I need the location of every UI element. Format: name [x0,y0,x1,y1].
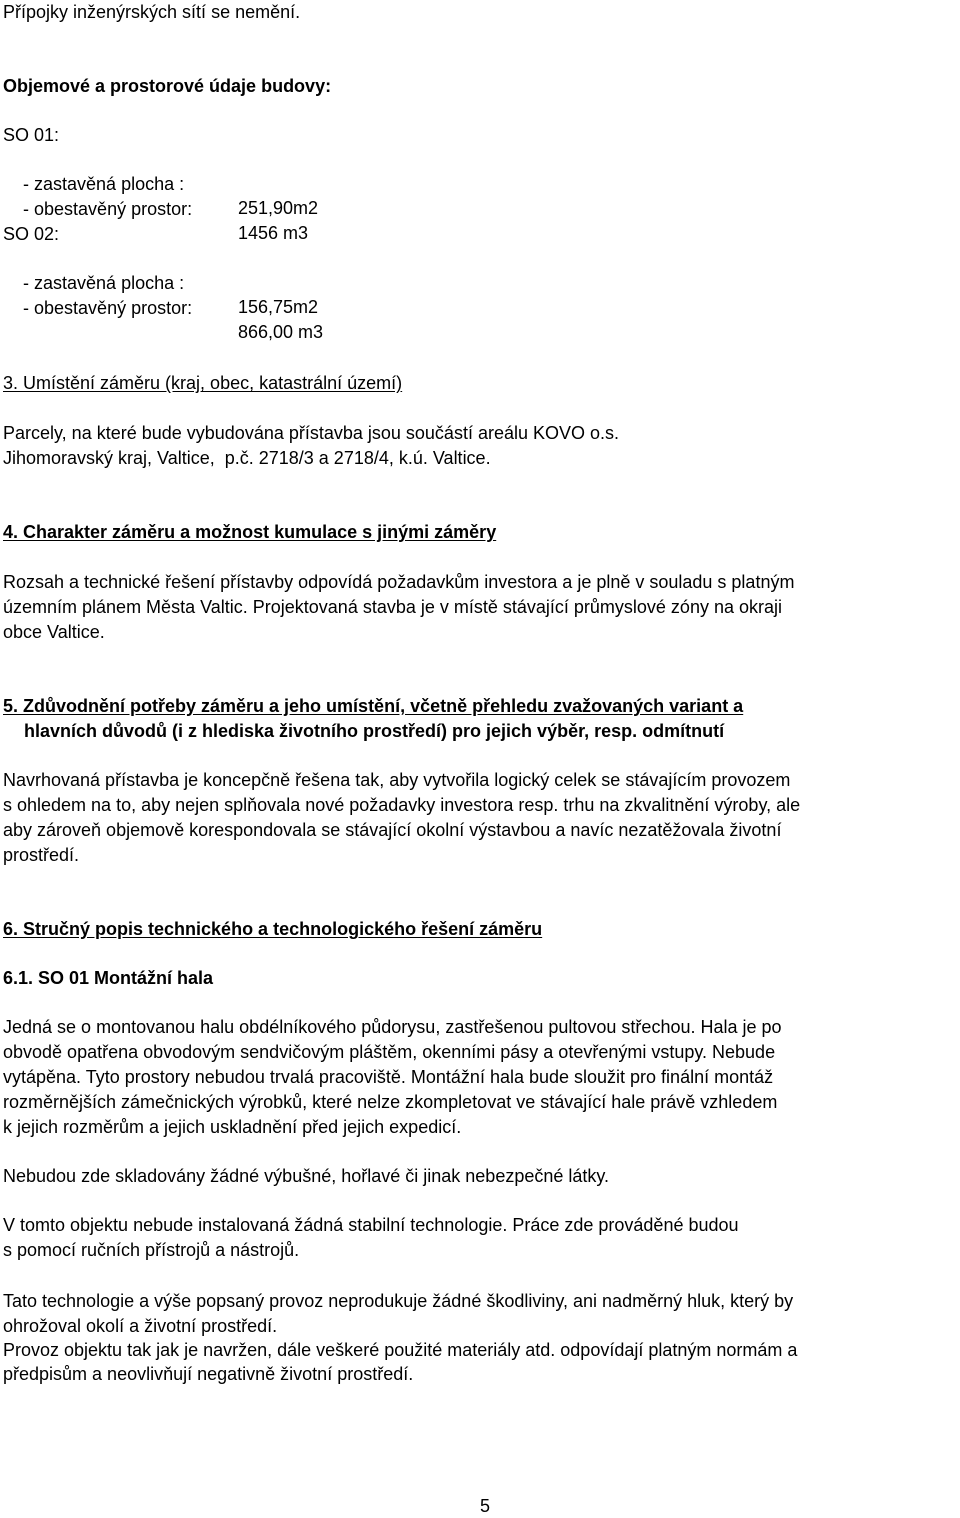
section3-line: Parcely, na které bude vybudována přístavba jsou součástí areálu KOVO o.s. [3,423,620,443]
volumes-heading: Objemové a prostorové údaje budovy: [3,76,332,96]
section6-paragraph-line: předpisům a neovlivňují negativně životní prostředí. [3,1364,414,1384]
section6-paragraph-line: Nebudou zde skladovány žádné výbušné, hořlavé či jinak nebezpečné látky. [3,1166,610,1186]
section5-line: s ohledem na to, aby nejen splňovala nové požadavky investora resp. trhu na zkvalitnění výroby, ale [3,795,801,815]
section6-paragraph-line: Jedná se o montovanou halu obdélníkového půdorysu, zastřešenou pultovou střechou. Hala je po [3,1017,782,1037]
page-number: 5 [480,1496,491,1516]
section5-heading: 5. Zdůvodnění potřeby záměru a jeho umístění, včetně přehledu zvažovaných variant a [3,696,744,716]
row-value: 156,75m2 [238,297,319,317]
row-label: - zastavěná plocha : [23,273,185,293]
section6-paragraph-line: k jejich rozměrům a jejich uskladnění před jejich expedicí. [3,1117,462,1137]
so01-title: SO 01: [3,125,60,145]
row-value: 251,90m2 [238,198,319,218]
section6-paragraph-line: rozměrnějších zámečnických výrobků, které nelze zkompletovat ve stávající hale právě vzhledem [3,1092,778,1112]
section6-paragraph-line: vytápěna. Tyto prostory nebudou trvalá pracoviště. Montážní hala bude sloužit pro finální montáž [3,1067,774,1087]
row-value: 1456 m3 [238,223,309,243]
section6-paragraph-line: Tato technologie a výše popsaný provoz neprodukuje žádné škodliviny, ani nadměrný hluk, který by [3,1291,794,1311]
section4-line: územním plánem Města Valtic. Projektovaná stavba je v místě stávající průmyslové zóny na okraji [3,597,782,617]
row-label: - obestavěný prostor: [23,298,193,318]
row-label: - zastavěná plocha : [23,174,185,194]
row-label: - obestavěný prostor: [23,199,193,219]
section5-line: Navrhovaná přístavba je koncepčně řešena tak, aby vytvořila logický celek se stávajícím provozem [3,770,791,790]
section4-heading: 4. Charakter záměru a možnost kumulace s jinými záměry [3,522,497,542]
section5-heading-cont: hlavních důvodů (i z hlediska životního prostředí) pro jejich výběr, resp. odmítnutí [24,721,725,741]
section6-subheading: 6.1. SO 01 Montážní hala [3,968,214,988]
section6-paragraph-line: Provoz objektu tak jak je navržen, dále veškeré použité materiály atd. odpovídají platným normám a [3,1340,798,1360]
section4-line: obce Valtice. [3,622,105,642]
section6-heading: 6. Stručný popis technického a technologického řešení záměru [3,919,543,939]
section6-paragraph-line: V tomto objektu nebude instalovaná žádná stabilní technologie. Práce zde prováděné budou [3,1215,739,1235]
intro-text: Přípojky inženýrských sítí se nemění. [3,2,301,22]
section6-paragraph-line: obvodě opatřena obvodovým sendvičovým pláštěm, okenními pásy a otevřenými vstupy. Nebude [3,1042,776,1062]
section5-line: aby zároveň objemově korespondovala se stávající okolní výstavbou a navíc nezatěžovala životní [3,820,782,840]
section6-paragraph-line: s pomocí ručních přístrojů a nástrojů. [3,1240,300,1260]
section3-heading: 3. Umístění záměru (kraj, obec, katastrální území) [3,373,403,393]
section3-line: Jihomoravský kraj, Valtice, p.č. 2718/3 a 2718/4, k.ú. Valtice. [3,448,491,468]
section4-line: Rozsah a technické řešení přístavby odpovídá požadavkům investora a je plně v souladu s platným [3,572,795,592]
section5-line: prostředí. [3,845,80,865]
section6-paragraph-line: ohrožoval okolí a životní prostředí. [3,1316,278,1336]
so02-title: SO 02: [3,224,60,244]
row-value: 866,00 m3 [238,322,324,342]
